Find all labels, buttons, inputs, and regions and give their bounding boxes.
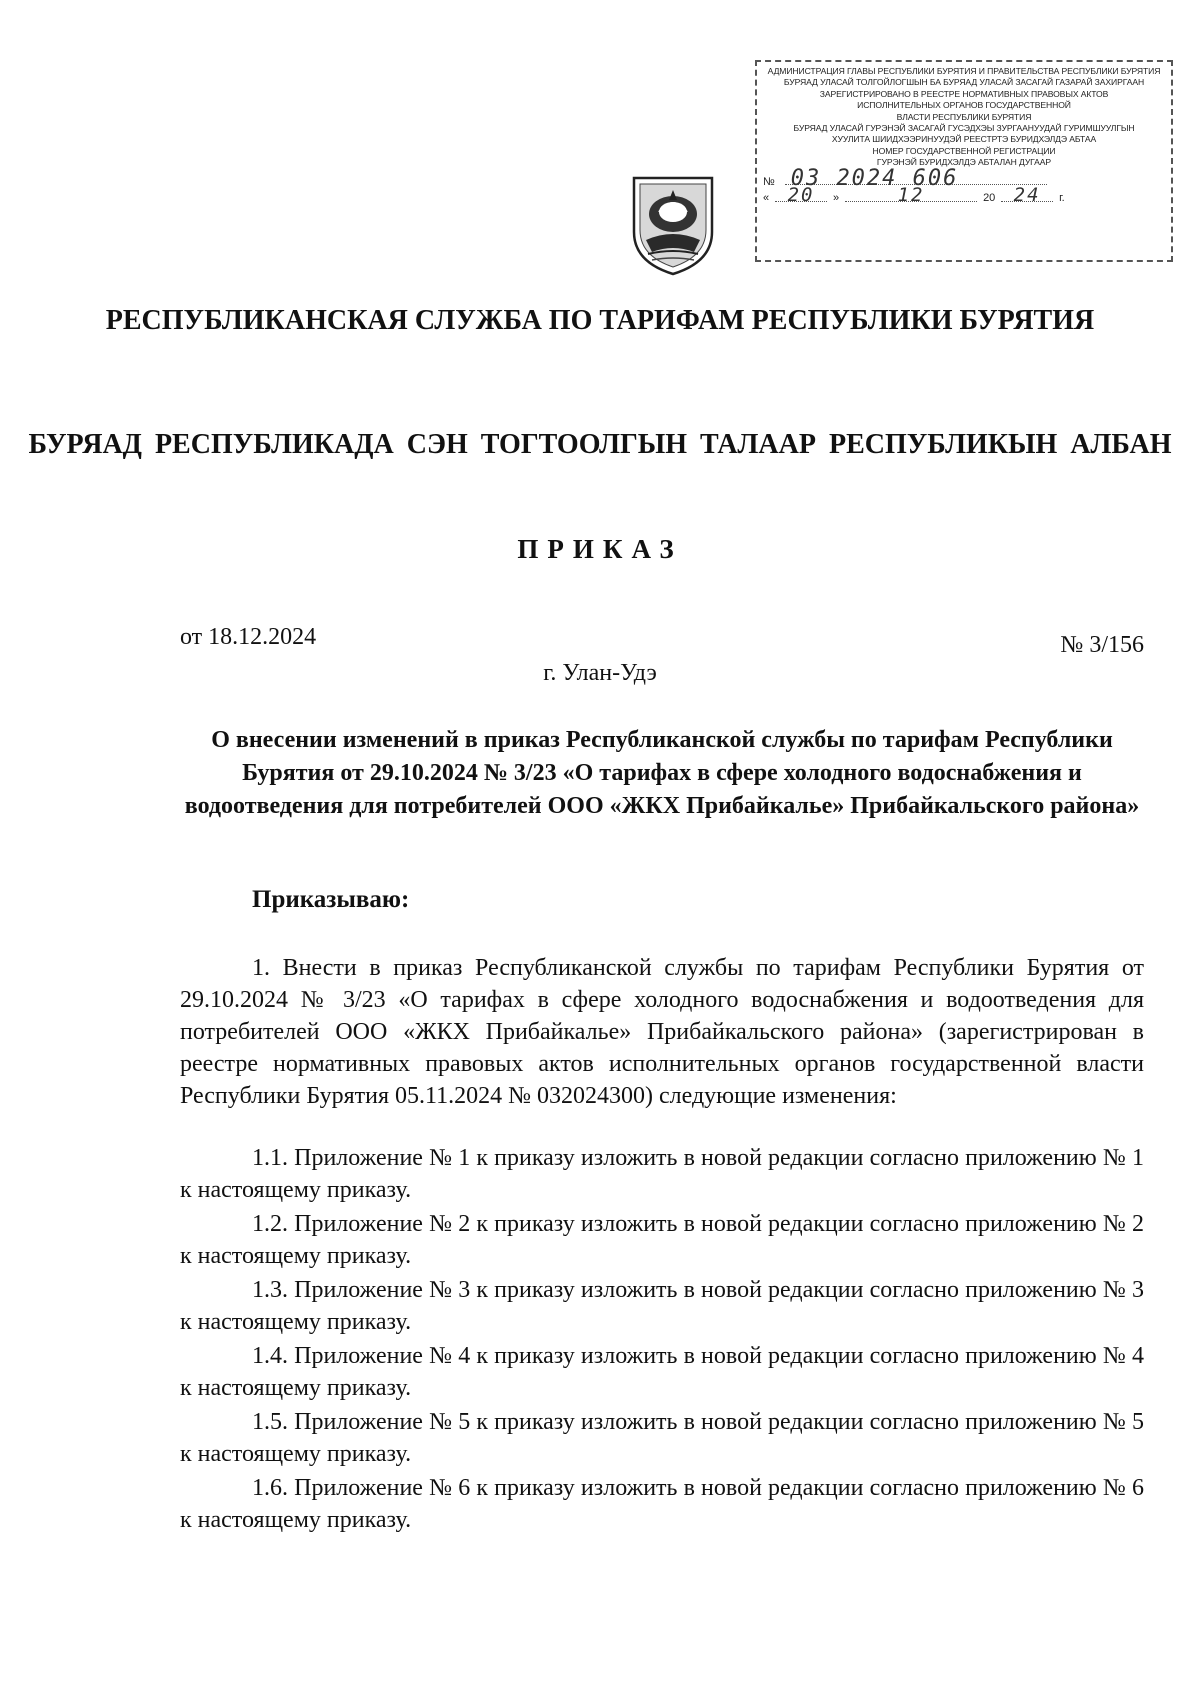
stamp-line: ВЛАСТИ РЕСПУБЛИКИ БУРЯТИЯ <box>896 111 1032 122</box>
document-body <box>180 952 1144 1538</box>
paragraph-1: 1. Внести в приказ Республиканской службы по тарифам Республики Бурятия от 29.10.2024 № 3/23 «О тарифах в сфере холодного водоснабжения и водоотведения для потребителей ООО «ЖКХ Прибайкалье» Прибайкальского района» (зарегистрирован в реестре нормативных правовых актов исполнительных органов государственной власти Республики Бурятия 05.11.2024 № 032024300) следующие изменения: <box>180 955 1144 1109</box>
stamp-year-prefix: 20 <box>983 192 996 205</box>
agency-title-ru: РЕСПУБЛИКАНСКАЯ СЛУЖБА ПО ТАРИФАМ РЕСПУБЛИКИ БУРЯТИЯ <box>105 305 1095 336</box>
document-subject: О внесении изменений в приказ Республиканской службы по тарифам Республики Бурятия от 29.10.2024 № 3/23 «О тарифах в сфере холодного водоснабжения и водоотведения для потребителей ООО «ЖКХ Прибайкалье» Прибайкальского района» <box>184 727 1140 819</box>
coat-of-arms-emblem <box>628 170 718 278</box>
stamp-line: ХУУЛИТА ШИИДХЭЭРИНУУДЭЙ РЕЕСТРТЭ БУРИДХЭЛДЭ АБТАА <box>831 134 1097 145</box>
stamp-line: ГУРЭНЭЙ БУРИДХЭЛДЭ АБТАЛАН ДУГААР <box>876 157 1052 168</box>
stamp-year-label: г. <box>1059 192 1065 205</box>
document-date: от 18.12.2024 <box>180 624 317 650</box>
agency-title-bua: БУРЯАД РЕСПУБЛИКАДА СЭН ТОГТООЛГЫН ТАЛААР РЕСПУБЛИКЫН АЛБАН <box>28 429 1172 460</box>
stamp-line: ИСПОЛНИТЕЛЬНЫХ ОРГАНОВ ГОСУДАРСТВЕННОЙ <box>857 100 1071 111</box>
order-word: Приказываю: <box>252 886 410 913</box>
stamp-number-label: № <box>763 175 775 188</box>
list-item: 1.6. Приложение № 6 к приказу изложить в новой редакции согласно приложению № 6 к настоящему приказу. <box>180 1475 1144 1533</box>
stamp-day: 20 <box>775 190 827 202</box>
stamp-month: 12 <box>845 190 977 202</box>
sub-items-list <box>180 1142 1144 1536</box>
document-number: № 3/156 <box>1060 632 1144 658</box>
stamp-year-suffix: 24 <box>1001 190 1053 202</box>
stamp-reg-number: 03 2024 606 <box>785 173 1047 185</box>
list-item: 1.1. Приложение № 1 к приказу изложить в новой редакции согласно приложению № 1 к настоящему приказу. <box>180 1145 1144 1203</box>
stamp-date-row: « 20 » 12 20 24 г. <box>763 184 1065 207</box>
list-item: 1.2. Приложение № 2 к приказу изложить в новой редакции согласно приложению № 2 к настоящему приказу. <box>180 1211 1144 1269</box>
stamp-line: НОМЕР ГОСУДАРСТВЕННОЙ РЕГИСТРАЦИИ <box>872 145 1056 156</box>
document-type: ПРИКАЗ <box>517 534 683 564</box>
stamp-line: БУРЯАД УЛАСАЙ ТОЛГОЙЛОГШЫН БА БУРЯАД УЛАСАЙ ЗАСАГАЙ ГАЗАРАЙ ЗАХИРГААН <box>783 77 1145 88</box>
stamp-line: ЗАРЕГИСТРИРОВАНО В РЕЕСТРЕ НОРМАТИВНЫХ ПРАВОВЫХ АКТОВ <box>819 88 1109 99</box>
stamp-line: БУРЯАД УЛАСАЙ ГУРЭНЭЙ ЗАСАГАЙ ГУСЭДХЭЫ ЗУРГААНУУДАЙ ГУРИМШУУЛГЫН <box>793 123 1135 134</box>
stamp-line: АДМИНИСТРАЦИЯ ГЛАВЫ РЕСПУБЛИКИ БУРЯТИЯ И ПРАВИТЕЛЬСТВА РЕСПУБЛИКИ БУРЯТИЯ <box>767 66 1161 76</box>
list-item: 1.5. Приложение № 5 к приказу изложить в новой редакции согласно приложению № 5 к настоящему приказу. <box>180 1409 1144 1467</box>
document-city: г. Улан-Удэ <box>543 660 657 686</box>
list-item: 1.3. Приложение № 3 к приказу изложить в новой редакции согласно приложению № 3 к настоящему приказу. <box>180 1277 1144 1335</box>
stamp-number-row <box>763 165 1165 191</box>
registration-stamp <box>755 60 1173 262</box>
list-item: 1.4. Приложение № 4 к приказу изложить в новой редакции согласно приложению № 4 к настоящему приказу. <box>180 1343 1144 1401</box>
